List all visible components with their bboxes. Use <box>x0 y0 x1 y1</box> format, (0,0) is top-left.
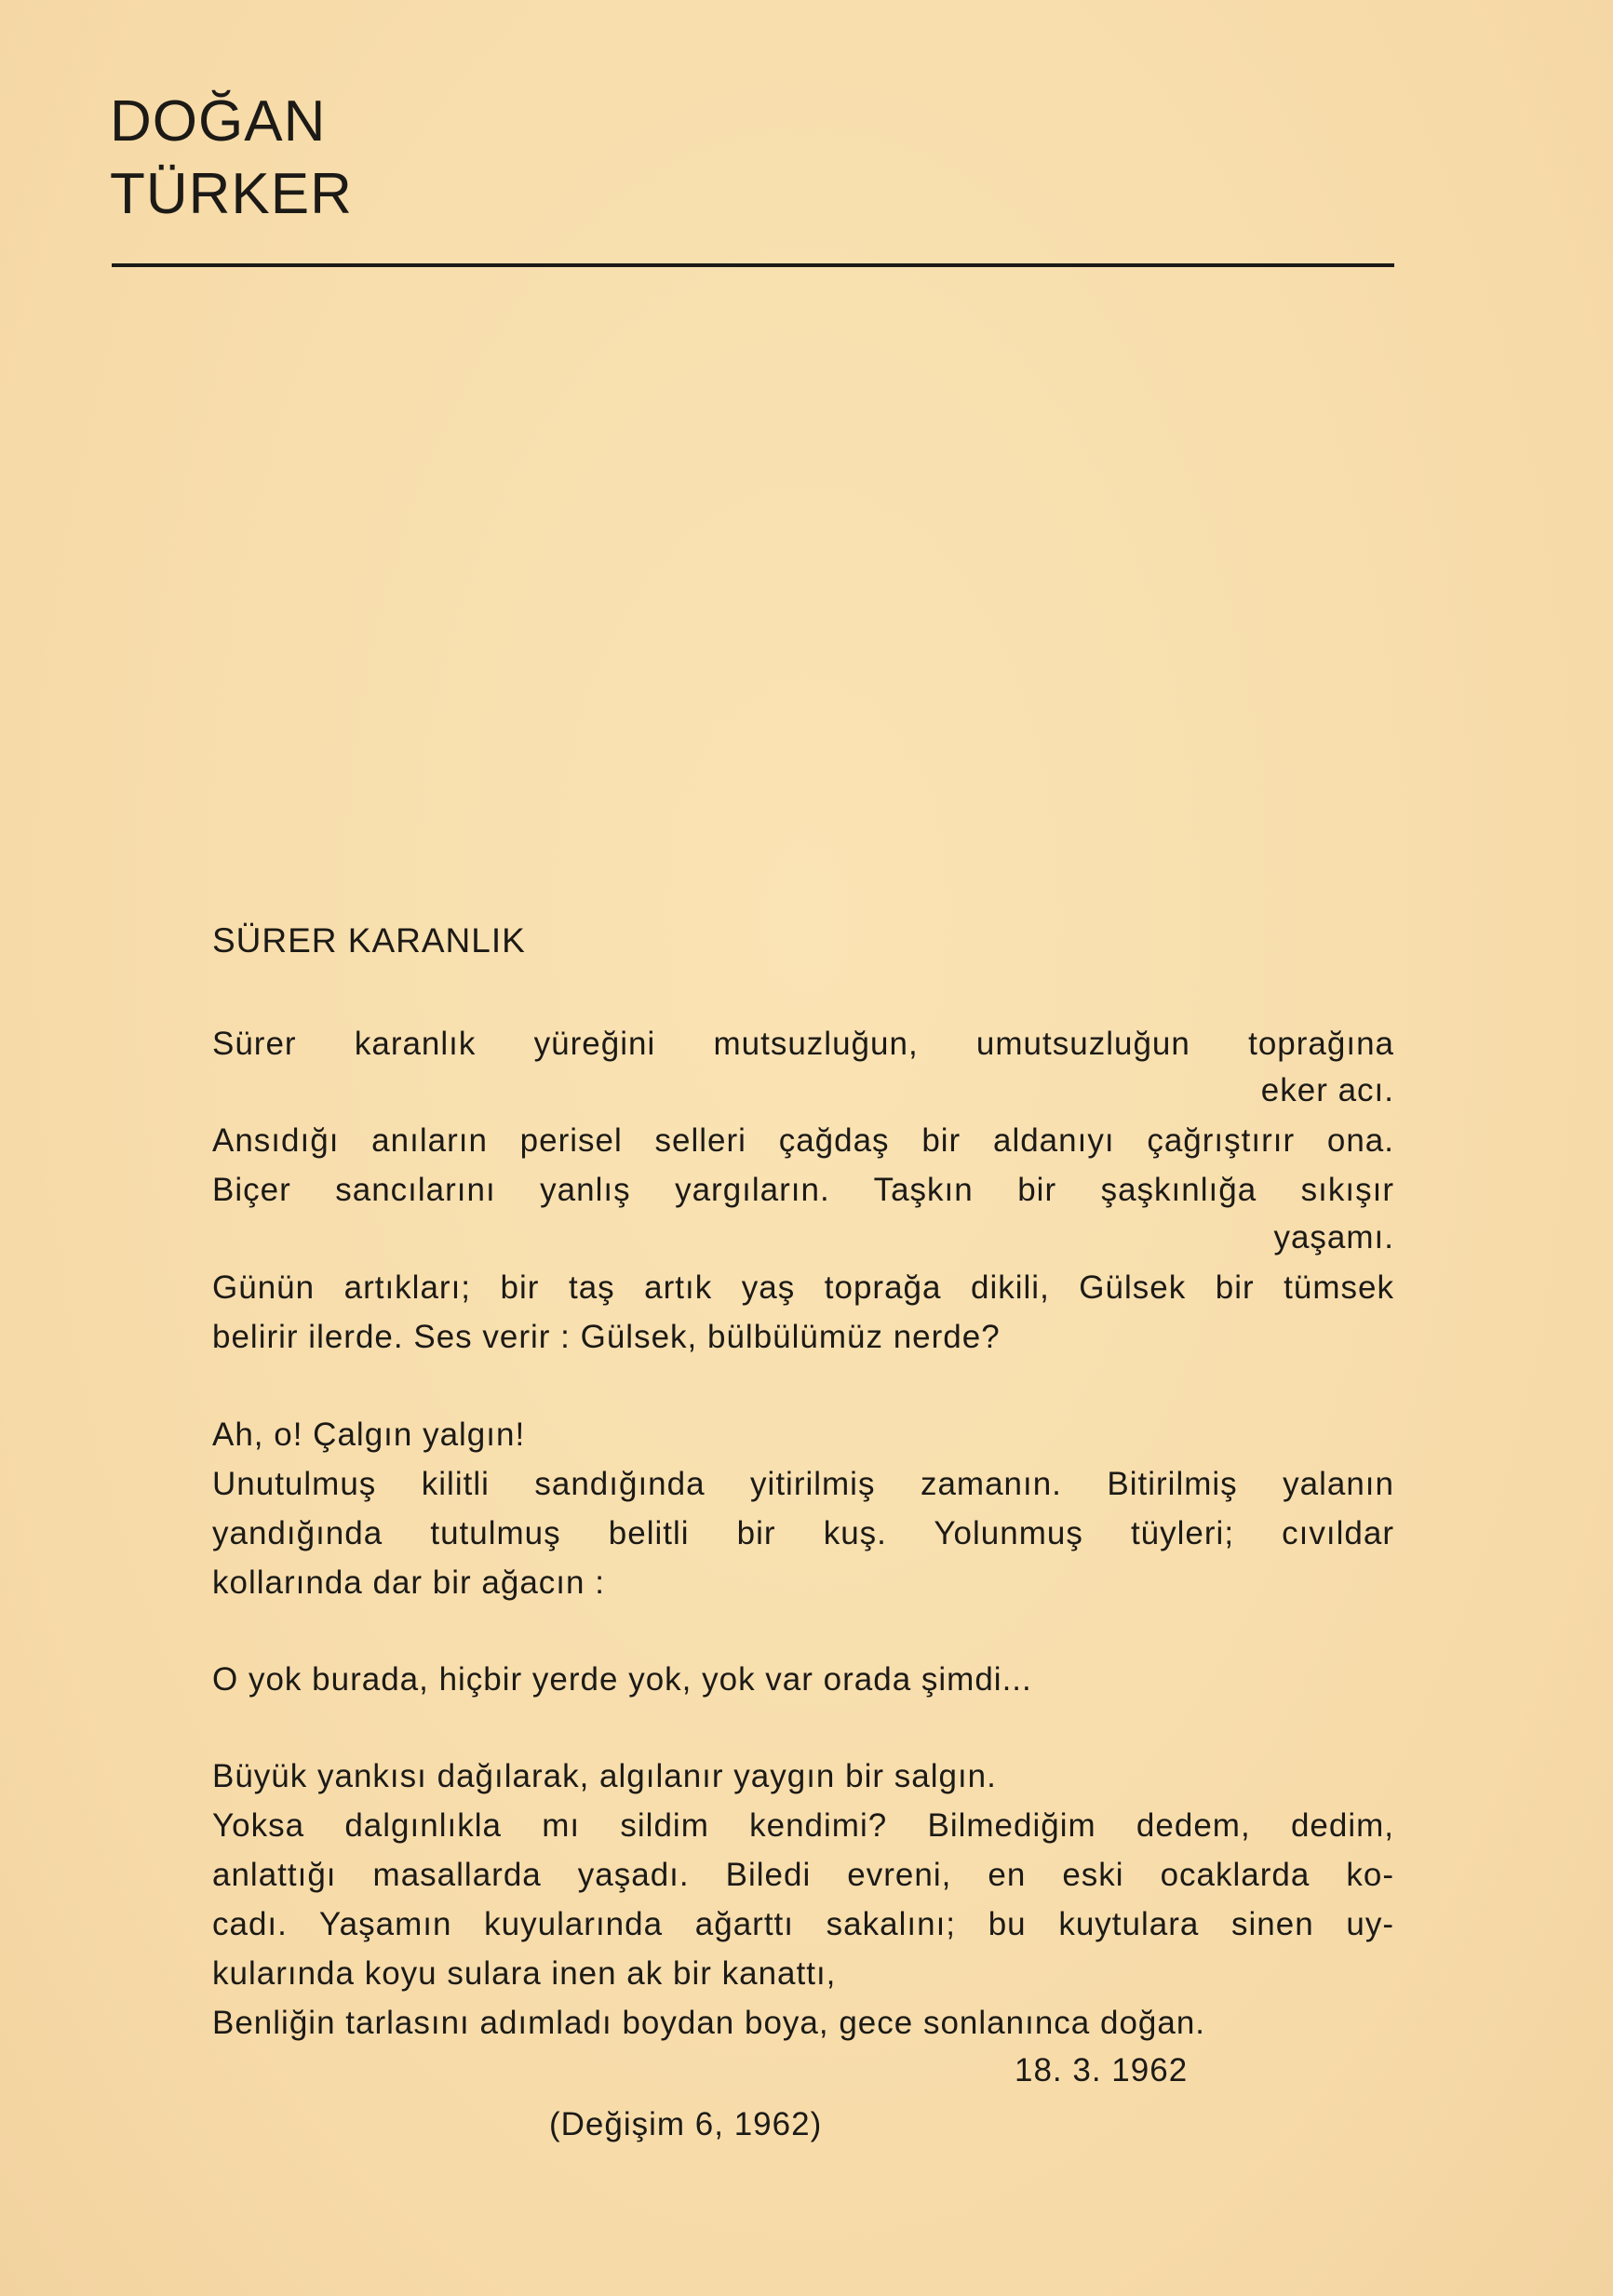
poem-line: cadı. Yaşamın kuyularında ağarttı sakalını; bu kuytulara sinen uy- <box>212 1906 1394 1942</box>
poem-line: yandığında tutulmuş belitli bir kuş. Yolunmuş tüyleri; cıvıldar <box>212 1515 1394 1551</box>
poem-line: Günün artıkları; bir taş artık yaş toprağa dikili, Gülsek bir tümsek <box>212 1269 1394 1306</box>
poem-line: anlattığı masallarda yaşadı. Biledi evreni, en eski ocaklarda ko- <box>212 1857 1394 1893</box>
author-name <box>110 86 353 231</box>
poem-source: (Değişim 6, 1962) <box>549 2106 823 2142</box>
poem-line: Yoksa dalgınlıkla mı sildim kendimi? Bilmediğim dedem, dedim, <box>212 1807 1394 1844</box>
header-divider <box>112 263 1394 267</box>
poem-line: Ah, o! Çalgın yalgın! <box>212 1417 526 1453</box>
poem-line: Biçer sancılarını yanlış yargıların. Taşkın bir şaşkınlığa sıkışır <box>212 1172 1394 1208</box>
poem-line: eker acı. <box>1260 1072 1394 1108</box>
poem-line: O yok burada, hiçbir yerde yok, yok var orada şimdi... <box>212 1661 1032 1698</box>
poem-line: kularında koyu sulara inen ak bir kanattı, <box>212 1955 837 1992</box>
poem-line: yaşamı. <box>1273 1219 1394 1255</box>
poem-line: Benliğin tarlasını adımladı boydan boya, gece sonlanınca doğan. <box>212 2005 1206 2041</box>
author-first-name: DOĞAN <box>110 89 327 154</box>
poem-line: kollarında dar bir ağacın : <box>212 1564 605 1601</box>
poem-title: SÜRER KARANLIK <box>212 921 526 960</box>
author-last-name: TÜRKER <box>110 162 353 226</box>
poem-date: 18. 3. 1962 <box>1015 2052 1189 2088</box>
poem-line: belirir ilerde. Ses verir : Gülsek, bülbülümüz nerde? <box>212 1319 1001 1355</box>
poem-line: Unutulmuş kilitli sandığında yitirilmiş zamanın. Bitirilmiş yalanın <box>212 1466 1394 1502</box>
poem-line: Büyük yankısı dağılarak, algılanır yaygın bir salgın. <box>212 1758 997 1794</box>
poem-line: Sürer karanlık yüreğini mutsuzluğun, umutsuzluğun toprağına <box>212 1026 1394 1062</box>
poem-line: Ansıdığı anıların perisel selleri çağdaş bir aldanıyı çağrıştırır ona. <box>212 1122 1394 1159</box>
